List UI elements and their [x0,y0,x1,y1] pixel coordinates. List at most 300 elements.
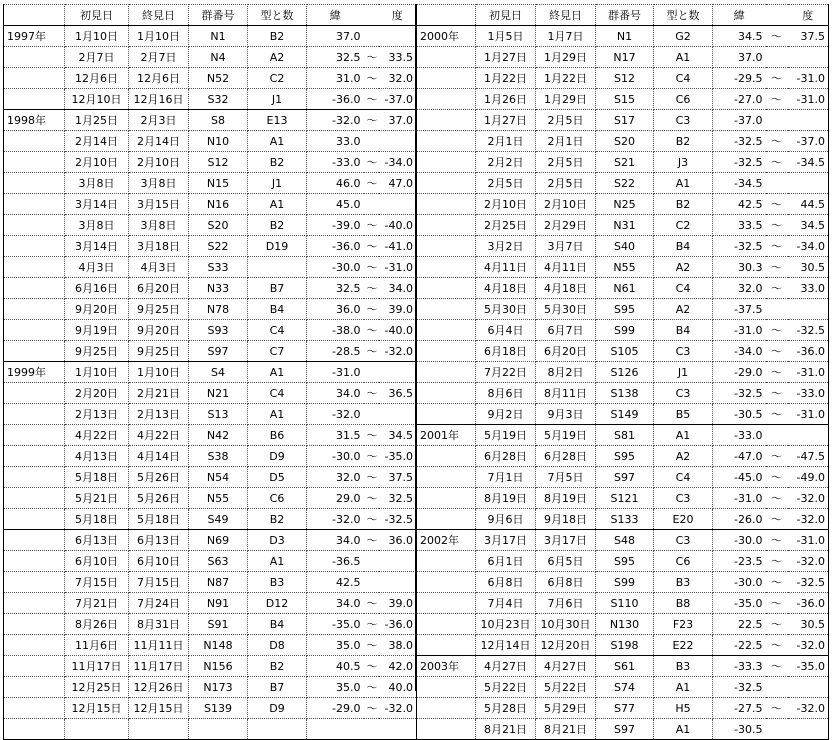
year-cell [417,635,476,656]
first-seen-cell: 2月20日 [65,383,129,404]
table-row [4,299,417,320]
first-seen-cell: 12月14日 [476,635,536,656]
group-number-cell: S38 [189,446,248,467]
last-seen-cell: 5月22日 [536,677,596,698]
table-row [4,173,417,194]
type-count-cell: C4 [654,68,713,89]
type-count-cell: A2 [654,446,713,467]
type-count-cell: J1 [248,173,307,194]
table-row [4,278,417,299]
last-seen-cell: 9月3日 [536,404,596,425]
year-cell [417,698,476,719]
tilde-cell: 〜 [766,656,788,677]
group-number-cell: S105 [596,341,654,362]
latitude-from-cell: -33.3 [713,656,766,677]
tilde-cell: 〜 [364,425,379,446]
tilde-cell: 〜 [766,152,788,173]
right-table [416,4,829,740]
table-row [4,362,417,383]
last-seen-cell: 2月21日 [129,383,189,404]
last-seen-cell: 5月30日 [536,299,596,320]
latitude-to-cell: -32.0 [788,635,829,656]
tilde-cell: 〜 [766,26,788,47]
latitude-to-cell: -36.0 [379,614,417,635]
group-number-cell: S12 [189,152,248,173]
latitude-from-cell: 34.0 [307,593,364,614]
latitude-to-cell: -34.0 [788,236,829,257]
first-seen-cell: 8月19日 [476,488,536,509]
table-row [4,236,417,257]
first-seen-cell: 12月10日 [65,89,129,110]
type-count-cell: C7 [248,341,307,362]
year-cell [417,719,476,740]
year-cell [4,257,65,278]
latitude-to-cell: 33.5 [379,47,417,68]
last-seen-cell: 6月10日 [129,551,189,572]
year-cell [417,152,476,173]
tilde-cell: 〜 [364,656,379,677]
type-count-cell: B4 [654,236,713,257]
header-group-number: 群番号 [189,5,248,26]
last-seen-cell: 2月5日 [536,173,596,194]
table-row [417,236,829,257]
year-cell [4,530,65,551]
last-seen-cell: 3月18日 [129,236,189,257]
table-row [4,320,417,341]
type-count-cell: B8 [654,593,713,614]
last-seen-cell: 4月3日 [129,257,189,278]
year-cell [4,656,65,677]
type-count-cell [248,719,307,740]
last-seen-cell: 2月1日 [536,131,596,152]
last-seen-cell: 5月29日 [536,698,596,719]
group-number-cell: N25 [596,194,654,215]
last-seen-cell: 3月17日 [536,530,596,551]
first-seen-cell: 5月30日 [476,299,536,320]
group-number-cell: S22 [189,236,248,257]
tilde-cell [766,47,788,68]
type-count-cell: E22 [654,635,713,656]
latitude-from-cell: 32.5 [307,47,364,68]
tilde-cell: 〜 [766,614,788,635]
table-row [417,383,829,404]
table-row [4,488,417,509]
group-number-cell: N87 [189,572,248,593]
type-count-cell: B4 [654,320,713,341]
group-number-cell: S4 [189,362,248,383]
type-count-cell: C6 [654,551,713,572]
tilde-cell: 〜 [766,593,788,614]
latitude-from-cell: -32.5 [713,383,766,404]
table-row [417,530,829,551]
year-cell: 2002年 [417,530,476,551]
center-divider [415,4,417,691]
latitude-to-cell [379,551,417,572]
tilde-cell: 〜 [364,614,379,635]
year-cell [417,446,476,467]
first-seen-cell: 3月8日 [65,215,129,236]
latitude-to-cell: 36.5 [379,383,417,404]
table-row [4,152,417,173]
group-number-cell: S8 [189,110,248,131]
group-number-cell: N156 [189,656,248,677]
type-count-cell: B2 [248,509,307,530]
latitude-from-cell: -35.0 [713,593,766,614]
latitude-to-cell: -32.5 [788,572,829,593]
last-seen-cell: 9月20日 [129,320,189,341]
group-number-cell: N10 [189,131,248,152]
last-seen-cell: 7月24日 [129,593,189,614]
first-seen-cell: 7月1日 [476,467,536,488]
first-seen-cell: 6月28日 [476,446,536,467]
table-row [4,404,417,425]
last-seen-cell: 5月26日 [129,488,189,509]
tilde-cell: 〜 [766,278,788,299]
year-cell [4,89,65,110]
latitude-from-cell: -29.0 [307,698,364,719]
group-number-cell: S63 [189,551,248,572]
table-row [417,551,829,572]
type-count-cell: J1 [248,89,307,110]
year-cell [417,467,476,488]
first-seen-cell: 1月27日 [476,47,536,68]
first-seen-cell: 2月5日 [476,173,536,194]
latitude-from-cell: 35.0 [307,635,364,656]
latitude-from-cell: 33.5 [713,215,766,236]
tilde-cell: 〜 [364,467,379,488]
year-cell [4,593,65,614]
tilde-cell: 〜 [766,635,788,656]
first-seen-cell: 9月25日 [65,341,129,362]
header-year [417,5,476,26]
latitude-from-cell: -29.0 [713,362,766,383]
tilde-cell: 〜 [364,509,379,530]
table-row [417,614,829,635]
group-number-cell: N54 [189,467,248,488]
first-seen-cell: 6月4日 [476,320,536,341]
type-count-cell: D19 [248,236,307,257]
last-seen-cell: 4月22日 [129,425,189,446]
latitude-to-cell: 32.5 [379,488,417,509]
latitude-from-cell: 32.0 [713,278,766,299]
table-row [4,257,417,278]
table-row [4,467,417,488]
tilde-cell: 〜 [766,320,788,341]
table-row [4,719,417,740]
last-seen-cell: 7月15日 [129,572,189,593]
latitude-from-cell: -37.0 [713,110,766,131]
table-row [417,488,829,509]
type-count-cell: A2 [654,299,713,320]
type-count-cell: C4 [248,320,307,341]
year-cell [4,152,65,173]
type-count-cell: A1 [248,551,307,572]
table-row [417,341,829,362]
last-seen-cell: 1月29日 [536,47,596,68]
year-cell [417,68,476,89]
type-count-cell: B2 [248,152,307,173]
group-number-cell: N4 [189,47,248,68]
table-row [4,383,417,404]
table-row [417,299,829,320]
table-row [417,425,829,446]
latitude-to-cell [379,362,417,383]
year-cell [417,194,476,215]
group-number-cell: S198 [596,635,654,656]
tilde-cell: 〜 [364,446,379,467]
group-number-cell: S95 [596,551,654,572]
tilde-cell: 〜 [766,488,788,509]
tilde-cell: 〜 [766,530,788,551]
latitude-from-cell: 30.3 [713,257,766,278]
first-seen-cell: 12月15日 [65,698,129,719]
first-seen-cell: 12月25日 [65,677,129,698]
first-seen-cell: 5月28日 [476,698,536,719]
latitude-to-cell: -33.0 [788,383,829,404]
type-count-cell: D9 [248,698,307,719]
first-seen-cell: 2月13日 [65,404,129,425]
latitude-from-cell: 42.5 [713,194,766,215]
first-seen-cell: 8月21日 [476,719,536,740]
table-row [417,656,829,677]
group-number-cell: S139 [189,698,248,719]
table-row [4,572,417,593]
table-row [4,47,417,68]
tilde-cell: 〜 [364,341,379,362]
last-seen-cell [129,719,189,740]
type-count-cell: A1 [654,425,713,446]
group-number-cell: N1 [189,26,248,47]
last-seen-cell: 2月5日 [536,152,596,173]
table-row [417,47,829,68]
table-row [417,131,829,152]
year-cell [4,572,65,593]
year-cell [417,341,476,362]
latitude-to-cell: -32.0 [788,509,829,530]
tilde-cell [364,404,379,425]
tilde-cell: 〜 [364,677,379,698]
type-count-cell: H5 [654,698,713,719]
last-seen-cell: 4月14日 [129,446,189,467]
latitude-from-cell: -33.0 [713,425,766,446]
last-seen-cell: 5月26日 [129,467,189,488]
last-seen-cell: 6月28日 [536,446,596,467]
last-seen-cell: 2月7日 [129,47,189,68]
type-count-cell: A1 [654,47,713,68]
latitude-to-cell: -31.0 [379,257,417,278]
group-number-cell: S33 [189,257,248,278]
table-row [417,89,829,110]
tilde-cell: 〜 [766,68,788,89]
latitude-to-cell: -32.0 [788,698,829,719]
latitude-to-cell [379,131,417,152]
table-row [4,635,417,656]
last-seen-cell: 2月3日 [129,110,189,131]
table-row [417,68,829,89]
type-count-cell: C4 [654,278,713,299]
type-count-cell: G2 [654,26,713,47]
tilde-cell: 〜 [766,383,788,404]
first-seen-cell: 3月8日 [65,173,129,194]
latitude-from-cell: -34.0 [713,341,766,362]
group-number-cell: N91 [189,593,248,614]
first-seen-cell: 9月20日 [65,299,129,320]
latitude-from-cell: 34.0 [307,383,364,404]
first-seen-cell: 6月10日 [65,551,129,572]
first-seen-cell: 9月6日 [476,509,536,530]
group-number-cell: S17 [596,110,654,131]
table-row [417,677,829,698]
group-number-cell: S77 [596,698,654,719]
latitude-from-cell: -38.0 [307,320,364,341]
table-row [4,698,417,719]
table-row [417,446,829,467]
table-row [4,68,417,89]
group-number-cell: N33 [189,278,248,299]
first-seen-cell: 5月21日 [65,488,129,509]
group-number-cell: N17 [596,47,654,68]
first-seen-cell: 6月1日 [476,551,536,572]
table-row [417,320,829,341]
last-seen-cell: 6月20日 [536,341,596,362]
tilde-cell: 〜 [364,299,379,320]
latitude-to-cell: 44.5 [788,194,829,215]
latitude-from-cell: -28.5 [307,341,364,362]
type-count-cell: A1 [248,131,307,152]
tilde-cell: 〜 [766,404,788,425]
first-seen-cell: 2月7日 [65,47,129,68]
latitude-to-cell: -31.0 [788,362,829,383]
year-cell [417,362,476,383]
latitude-from-cell: -23.5 [713,551,766,572]
type-count-cell: J3 [654,152,713,173]
year-cell [417,236,476,257]
first-seen-cell: 4月11日 [476,257,536,278]
last-seen-cell: 2月5日 [536,110,596,131]
year-cell [4,698,65,719]
last-seen-cell: 5月19日 [536,425,596,446]
year-cell [4,47,65,68]
latitude-from-cell: -30.0 [713,530,766,551]
latitude-to-cell [379,194,417,215]
tilde-cell: 〜 [766,89,788,110]
year-cell [417,572,476,593]
year-cell [4,194,65,215]
group-number-cell: S126 [596,362,654,383]
tilde-cell: 〜 [766,131,788,152]
latitude-to-cell [788,110,829,131]
first-seen-cell: 7月4日 [476,593,536,614]
latitude-to-cell: -47.5 [788,446,829,467]
latitude-from-cell: 32.5 [307,278,364,299]
tilde-cell: 〜 [364,110,379,131]
latitude-to-cell: 30.5 [788,257,829,278]
first-seen-cell: 1月10日 [65,362,129,383]
left-table-body [4,26,417,740]
group-number-cell: N173 [189,677,248,698]
latitude-to-cell: 34.5 [788,215,829,236]
latitude-from-cell: -31.0 [713,320,766,341]
latitude-to-cell: 37.0 [379,110,417,131]
latitude-from-cell: -30.0 [713,572,766,593]
latitude-to-cell [788,47,829,68]
latitude-to-cell: 30.5 [788,614,829,635]
first-seen-cell: 9月19日 [65,320,129,341]
year-cell [417,89,476,110]
latitude-from-cell: 31.5 [307,425,364,446]
tilde-cell: 〜 [766,551,788,572]
table-row [4,677,417,698]
latitude-from-cell: -26.0 [713,509,766,530]
group-number-cell: N69 [189,530,248,551]
latitude-from-cell: -36.5 [307,551,364,572]
year-cell [4,299,65,320]
type-count-cell: B4 [248,614,307,635]
group-number-cell: N42 [189,425,248,446]
latitude-to-cell: 32.0 [379,68,417,89]
latitude-from-cell: -36.0 [307,236,364,257]
latitude-to-cell [379,719,417,740]
year-cell [4,467,65,488]
latitude-from-cell: 34.0 [307,530,364,551]
first-seen-cell: 8月6日 [476,383,536,404]
group-number-cell: S97 [596,467,654,488]
table-row [417,467,829,488]
group-number-cell: S91 [189,614,248,635]
header-degree: 度 [379,5,417,26]
year-cell [417,320,476,341]
year-cell [4,404,65,425]
type-count-cell: B7 [248,278,307,299]
type-count-cell: B2 [654,194,713,215]
latitude-from-cell: -30.5 [713,404,766,425]
latitude-to-cell: -31.0 [788,404,829,425]
type-count-cell: B3 [248,572,307,593]
table-row [4,425,417,446]
tilde-cell [766,719,788,740]
group-number-cell: N78 [189,299,248,320]
group-number-cell: N16 [189,194,248,215]
header-blank [364,5,379,26]
type-count-cell: A1 [248,194,307,215]
table-row [417,110,829,131]
last-seen-cell: 9月25日 [129,299,189,320]
year-cell [4,320,65,341]
year-cell [417,47,476,68]
group-number-cell: S97 [189,341,248,362]
year-cell [417,509,476,530]
tilde-cell: 〜 [766,572,788,593]
tilde-cell: 〜 [364,257,379,278]
type-count-cell: B3 [654,572,713,593]
latitude-to-cell: -40.0 [379,215,417,236]
latitude-from-cell: 22.5 [713,614,766,635]
tilde-cell [364,719,379,740]
first-seen-cell: 7月22日 [476,362,536,383]
last-seen-cell: 2月14日 [129,131,189,152]
year-cell: 1997年 [4,26,65,47]
last-seen-cell: 2月29日 [536,215,596,236]
year-cell [417,404,476,425]
type-count-cell: C3 [654,341,713,362]
latitude-to-cell: -31.0 [788,89,829,110]
year-cell [4,215,65,236]
table-row [4,593,417,614]
latitude-from-cell: -34.5 [713,173,766,194]
group-number-cell: S40 [596,236,654,257]
last-seen-cell: 3月8日 [129,215,189,236]
latitude-from-cell: -27.5 [713,698,766,719]
